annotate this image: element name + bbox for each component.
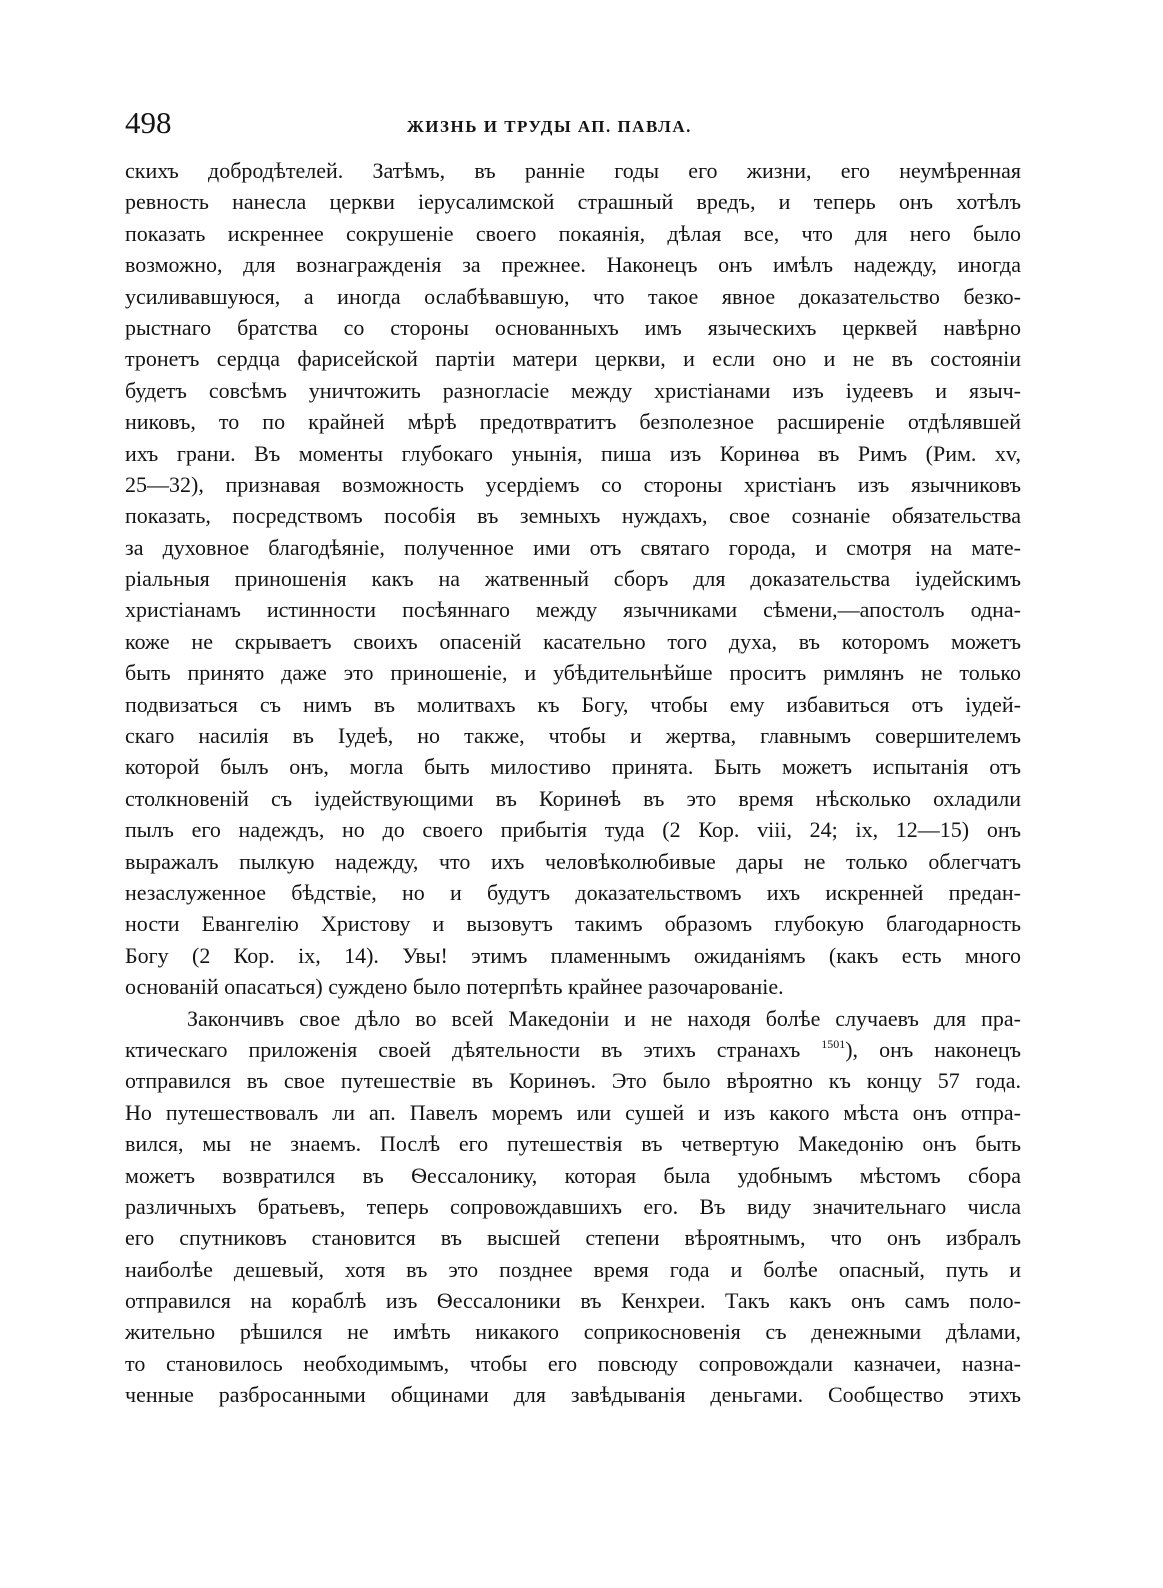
- text-line-with-footnote: [125, 1034, 1021, 1065]
- footnote-reference[interactable]: 1501: [821, 1036, 846, 1051]
- text-line: показать искреннее сокрушенiе своего покаянiя, дѣлая все, что для него было: [125, 220, 1021, 246]
- text-line: которой былъ онъ, могла быть милостиво принята. Быть можетъ испытанiя отъ: [125, 754, 1021, 780]
- text-line: то становилось необходимымъ, чтобы его повсюду сопровождали казначеи, назна-: [125, 1350, 1021, 1376]
- text-line: Закончивъ свое дѣло во всей Македонiи и не находя болѣе случаевъ для пра-: [187, 1005, 1021, 1031]
- text-line: быть принято даже это приношенiе, и убѣдительнѣйше проситъ римлянъ не только: [125, 660, 1021, 686]
- text-line: различныхъ братьевъ, теперь сопровождавшихъ его. Въ виду значительнаго числа: [125, 1193, 1021, 1219]
- text-line: подвизаться съ нимъ въ молитвахъ къ Богу, чтобы ему избавиться отъ iудей-: [125, 691, 1021, 717]
- text-line: отправился на кораблѣ изъ Ѳессалоники въ Кенхреи. Такъ какъ онъ самъ поло-: [125, 1288, 1021, 1314]
- paragraph-2: [125, 1003, 1021, 1411]
- text-line: скихъ добродѣтелей. Затѣмъ, въ раннiе годы его жизни, его неумѣренная: [125, 158, 1021, 183]
- text-line: незаслуженное бѣдствiе, но и будутъ доказательствомъ ихъ искренней предан-: [125, 879, 1021, 905]
- text-line: столкновенiй съ iудействующими въ Коринѳѣ въ это время нѣсколько охладили: [125, 785, 1021, 811]
- text-line: вился, мы не знаемъ. Послѣ его путешествiя въ четвертую Македонiю онъ быть: [125, 1131, 1022, 1157]
- text-line: христiанамъ истинности посѣяннаго между язычниками сѣмени,—апостолъ одна-: [125, 597, 1021, 623]
- text-line: коже не скрываетъ своихъ опасенiй касательно того духа, въ которомъ можетъ: [125, 628, 1021, 654]
- text-line: выражалъ пылкую надежду, что ихъ человѣколюбивые дары не только облегчатъ: [125, 848, 1021, 874]
- text-line: наиболѣе дешевый, хотя въ это позднее время года и болѣе опасный, путь и: [125, 1256, 1021, 1282]
- text-line: никовъ, то по крайней мѣрѣ предотвратитъ безполезное расширенiе отдѣлявшей: [125, 409, 1021, 435]
- text-line: можетъ возвратился въ Ѳессалонику, которая была удобнымъ мѣстомъ сбора: [125, 1162, 1021, 1188]
- running-title: ЖИЗНЬ И ТРУДЫ АП. ПАВЛА.: [407, 117, 692, 136]
- text-line: будетъ совсѣмъ уничтожить разногласiе между христiанами изъ iудеевъ и языч-: [125, 377, 1021, 403]
- paragraph-1: [125, 155, 1021, 1003]
- text-line: его спутниковъ становится въ высшей степени вѣроятнымъ, что онъ избралъ: [125, 1225, 1021, 1251]
- text-line: жительно рѣшился не имѣть никакого соприкосновенiя съ денежными дѣлами,: [125, 1319, 1021, 1345]
- text-line: ревность нанесла церкви iерусалимской страшный вредъ, и теперь онъ хотѣлъ: [125, 189, 1021, 215]
- text-line: основанiй опасаться) суждено было потерпѣть крайнее разочарованiе.: [125, 974, 784, 1000]
- body-text: [125, 155, 1021, 1411]
- text-line: тронетъ сердца фарисейской партiи матери церкви, и если оно и не въ состоянiи: [125, 346, 1021, 372]
- text-line: ихъ грани. Въ моменты глубокаго унынiя, пиша изъ Коринѳа въ Римъ (Рим. xv,: [125, 440, 1021, 466]
- text-line: отправился въ свое путешествiе въ Коринѳъ. Это было вѣроятно къ концу 57 года.: [125, 1068, 1021, 1094]
- text-line: за духовное благодѣянiе, полученное ими отъ святаго города, и смотря на мате-: [125, 534, 1021, 560]
- text-line: рiальныя приношенiя какъ на жатвенный сборъ для доказательства iудейскимъ: [125, 566, 1021, 592]
- text-fragment: ), онъ наконецъ: [845, 1036, 1022, 1062]
- text-line: показать, посредствомъ пособiя въ земныхъ нуждахъ, свое сознанiе обязательства: [125, 503, 1021, 529]
- text-line: скаго насилiя въ Iудеѣ, но также, чтобы и жертва, главнымъ совершителемъ: [125, 723, 1021, 749]
- text-line: Богу (2 Кор. ix, 14). Увы! этимъ пламеннымъ ожиданiямъ (какъ есть много: [125, 942, 1021, 968]
- text-line: Но путешествовалъ ли ап. Павелъ моремъ или сушей и изъ какого мѣста онъ отпра-: [125, 1099, 1021, 1125]
- text-line: пылъ его надеждъ, но до своего прибытiя туда (2 Кор. viii, 24; ix, 12—15) онъ: [125, 817, 1021, 843]
- text-line: ности Евангелiю Христову и вызовутъ такимъ образомъ глубокую благодарность: [125, 911, 1021, 937]
- text-line: усиливавшуюся, а иногда ослабѣвавшую, что такое явное доказательство безко-: [125, 283, 1021, 309]
- text-line: ченные разбросанными общинами для завѣдыванiя деньгами. Сообщество этихъ: [125, 1382, 1021, 1408]
- text-line: рыстнаго братства со стороны основанныхъ имъ языческихъ церквей навѣрно: [125, 314, 1021, 340]
- text-line: возможно, для вознагражденiя за прежнее. Наконецъ онъ имѣлъ надежду, иногда: [125, 252, 1021, 278]
- text-fragment: ктическаго приложенiя своей дѣятельности въ этихъ странахъ: [125, 1036, 801, 1062]
- page-header: [125, 106, 1021, 146]
- text-line: 25—32), признавая возможность усердiемъ со стороны христiанъ изъ язычниковъ: [125, 471, 1021, 497]
- page-number: 498: [125, 105, 172, 140]
